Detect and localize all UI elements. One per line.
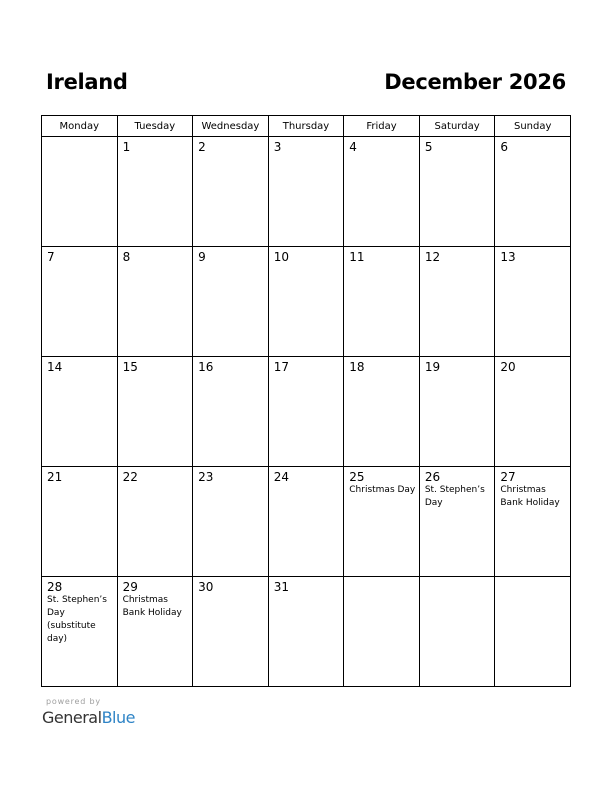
weekday-header: Friday <box>344 116 420 137</box>
day-number: 17 <box>273 360 289 374</box>
day-number: 16 <box>198 360 214 374</box>
empty-day-cell <box>419 577 495 687</box>
day-cell <box>193 577 269 687</box>
day-cell <box>344 467 420 577</box>
day-cell <box>117 357 193 467</box>
day-number: 24 <box>273 470 289 484</box>
day-number: 22 <box>122 470 138 484</box>
country-title: Ireland <box>46 70 128 94</box>
day-number: 14 <box>47 360 63 374</box>
day-cell <box>117 247 193 357</box>
week-row <box>42 247 571 357</box>
calendar-body <box>42 137 571 687</box>
week-row <box>42 357 571 467</box>
week-row <box>42 577 571 687</box>
day-number: 28 <box>47 580 63 594</box>
week-row <box>42 467 571 577</box>
weekday-header: Thursday <box>268 116 344 137</box>
day-cell <box>193 247 269 357</box>
day-cell <box>42 357 118 467</box>
empty-day-cell <box>42 137 118 247</box>
day-number: 4 <box>349 140 357 154</box>
calendar-grid <box>41 115 571 687</box>
day-cell <box>117 577 193 687</box>
day-cell <box>495 137 571 247</box>
day-cell <box>117 467 193 577</box>
day-cell <box>344 357 420 467</box>
day-number: 2 <box>198 140 206 154</box>
weekday-header: Tuesday <box>117 116 193 137</box>
day-number: 8 <box>122 250 131 264</box>
holiday-label: Christmas Day <box>349 485 416 495</box>
day-number: 6 <box>500 140 509 154</box>
day-number: 20 <box>500 360 516 374</box>
day-number: 10 <box>273 250 289 264</box>
day-cell <box>419 247 495 357</box>
day-number: 1 <box>122 140 131 154</box>
day-cell <box>419 467 495 577</box>
day-cell <box>268 137 344 247</box>
day-cell <box>42 247 118 357</box>
day-cell <box>419 137 495 247</box>
day-cell <box>495 357 571 467</box>
day-number: 15 <box>122 360 138 374</box>
day-number: 30 <box>198 580 214 594</box>
holiday-label: Christmas Bank Holiday <box>122 595 182 618</box>
day-cell <box>268 577 344 687</box>
day-number: 25 <box>349 470 365 484</box>
brand-blue-text: Blue <box>101 708 135 727</box>
day-cell <box>419 357 495 467</box>
powered-by-text: powered by <box>46 697 101 706</box>
day-number: 23 <box>198 470 214 484</box>
day-number: 21 <box>47 470 63 484</box>
holiday-label: St. Stephen’s Day (substitute day) <box>47 595 107 644</box>
day-cell <box>268 247 344 357</box>
weekday-header: Saturday <box>419 116 495 137</box>
day-cell <box>344 247 420 357</box>
generalblue-logo[interactable] <box>42 708 135 727</box>
day-cell <box>193 467 269 577</box>
day-cell <box>495 247 571 357</box>
day-cell <box>344 137 420 247</box>
day-number: 18 <box>349 360 365 374</box>
month-title: December 2026 <box>384 70 566 94</box>
weekday-header: Wednesday <box>193 116 269 137</box>
holiday-label: Christmas Bank Holiday <box>500 485 560 508</box>
day-cell <box>495 467 571 577</box>
day-cell <box>193 357 269 467</box>
day-number: 31 <box>273 580 289 594</box>
day-number: 3 <box>273 140 282 154</box>
weekday-header: Sunday <box>495 116 571 137</box>
day-cell <box>268 357 344 467</box>
weekday-header-row <box>42 116 571 137</box>
day-number: 12 <box>424 250 441 264</box>
weekday-header: Monday <box>42 116 118 137</box>
day-cell <box>268 467 344 577</box>
day-cell <box>42 577 118 687</box>
week-row <box>42 137 571 247</box>
day-number: 11 <box>349 250 365 264</box>
day-number: 9 <box>198 250 206 264</box>
day-cell <box>117 137 193 247</box>
day-number: 29 <box>122 580 138 594</box>
day-number: 13 <box>500 250 516 264</box>
day-cell <box>193 137 269 247</box>
day-number: 7 <box>47 250 55 264</box>
holiday-label: St. Stephen’s Day <box>424 485 485 508</box>
empty-day-cell <box>344 577 420 687</box>
day-number: 19 <box>424 360 441 374</box>
brand-general-text: General <box>42 708 102 727</box>
day-number: 26 <box>424 470 441 484</box>
day-cell <box>42 467 118 577</box>
day-number: 5 <box>424 140 433 154</box>
empty-day-cell <box>495 577 571 687</box>
day-number: 27 <box>500 470 516 484</box>
